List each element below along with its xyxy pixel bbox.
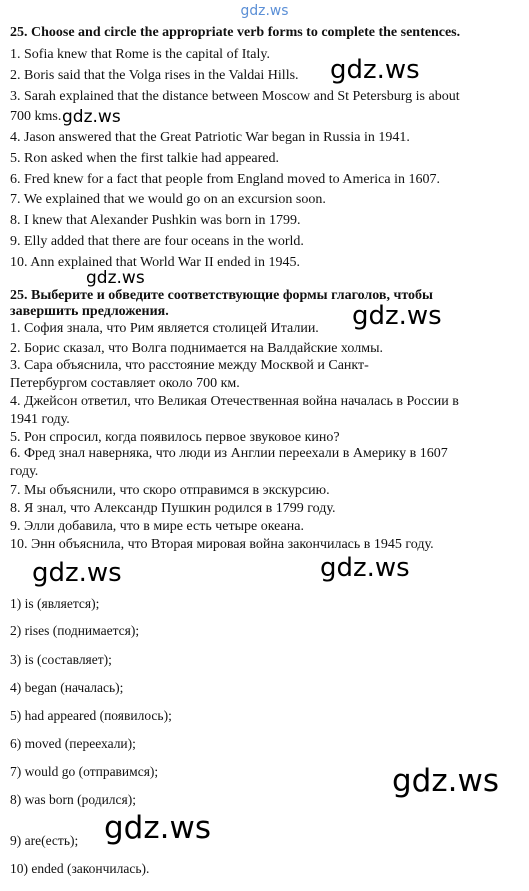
watermark: gdz.ws [32, 558, 122, 588]
answer-item: 5) had appeared (появилось); [10, 708, 172, 723]
russian-line: 4. Джейсон ответил, что Великая Отечественная война началась в России в [10, 394, 459, 409]
answer-item: 1) is (является); [10, 596, 100, 611]
watermark: gdz.ws [352, 301, 442, 331]
answer-item: 10) ended (закончилась). [10, 861, 150, 876]
english-line: 9. Elly added that there are four oceans in the world. [10, 234, 304, 249]
english-line: 6. Fred knew for a fact that people from England moved to America in 1607. [10, 172, 440, 187]
watermark: gdz.ws [62, 107, 121, 127]
russian-line: 6. Фред знал наверняка, что люди из Англии переехали в Америку в 1607 [10, 446, 448, 461]
russian-line: 7. Мы объяснили, что скоро отправимся в экскурсию. [10, 483, 330, 498]
english-line: 3. Sarah explained that the distance between Moscow and St Petersburg is about [10, 89, 460, 104]
answer-item: 4) began (началась); [10, 680, 124, 695]
english-heading: 25. Choose and circle the appropriate verb forms to complete the sentences. [10, 25, 461, 40]
russian-line: 9. Элли добавила, что в мире есть четыре океана. [10, 519, 304, 534]
english-line: 7. We explained that we would go on an excursion soon. [10, 192, 326, 207]
english-line: 4. Jason answered that the Great Patriotic War began in Russia in 1941. [10, 130, 410, 145]
english-line: 2. Boris said that the Volga rises in the Valdai Hills. [10, 68, 299, 83]
answer-item: 2) rises (поднимается); [10, 623, 140, 638]
answer-item: 9) are(есть); [10, 833, 79, 848]
answer-item: 3) is (составляет); [10, 652, 112, 667]
watermark: gdz.ws [392, 763, 499, 799]
answer-item: 6) moved (переехали); [10, 736, 136, 751]
english-line: 5. Ron asked when the first talkie had appeared. [10, 151, 280, 166]
russian-line: 8. Я знал, что Александр Пушкин родился в 1799 году. [10, 501, 336, 516]
english-line: 1. Sofia knew that Rome is the capital of Italy. [10, 47, 270, 62]
russian-line: 3. Сара объяснила, что расстояние между Москвой и Санкт- [10, 358, 369, 373]
russian-line: 10. Энн объяснила, что Вторая мировая война закончилась в 1945 году. [10, 537, 434, 552]
watermark: gdz.ws [104, 810, 211, 846]
russian-line: 1941 году. [10, 412, 70, 427]
top-watermark: gdz.ws [240, 3, 289, 19]
russian-line: 2. Борис сказал, что Волга поднимается на Валдайские холмы. [10, 341, 383, 356]
watermark: gdz.ws [86, 268, 145, 288]
russian-heading: завершить предложения. [10, 304, 169, 319]
english-line: 8. I knew that Alexander Pushkin was born in 1799. [10, 213, 301, 228]
answer-item: 8) was born (родился); [10, 792, 136, 807]
english-line: 700 kms. [10, 109, 62, 124]
russian-line: 1. София знала, что Рим является столицей Италии. [10, 321, 319, 336]
english-line: 10. Ann explained that World War II ended in 1945. [10, 255, 301, 270]
answer-item: 7) would go (отправимся); [10, 764, 159, 779]
russian-line: Петербургом составляет около 700 км. [10, 376, 240, 391]
russian-line: году. [10, 464, 39, 479]
russian-line: 5. Рон спросил, когда появилось первое звуковое кино? [10, 430, 340, 445]
russian-heading: 25. Выберите и обведите соответствующие формы глаголов, чтобы [10, 288, 433, 303]
watermark: gdz.ws [330, 55, 420, 85]
watermark: gdz.ws [320, 553, 410, 583]
